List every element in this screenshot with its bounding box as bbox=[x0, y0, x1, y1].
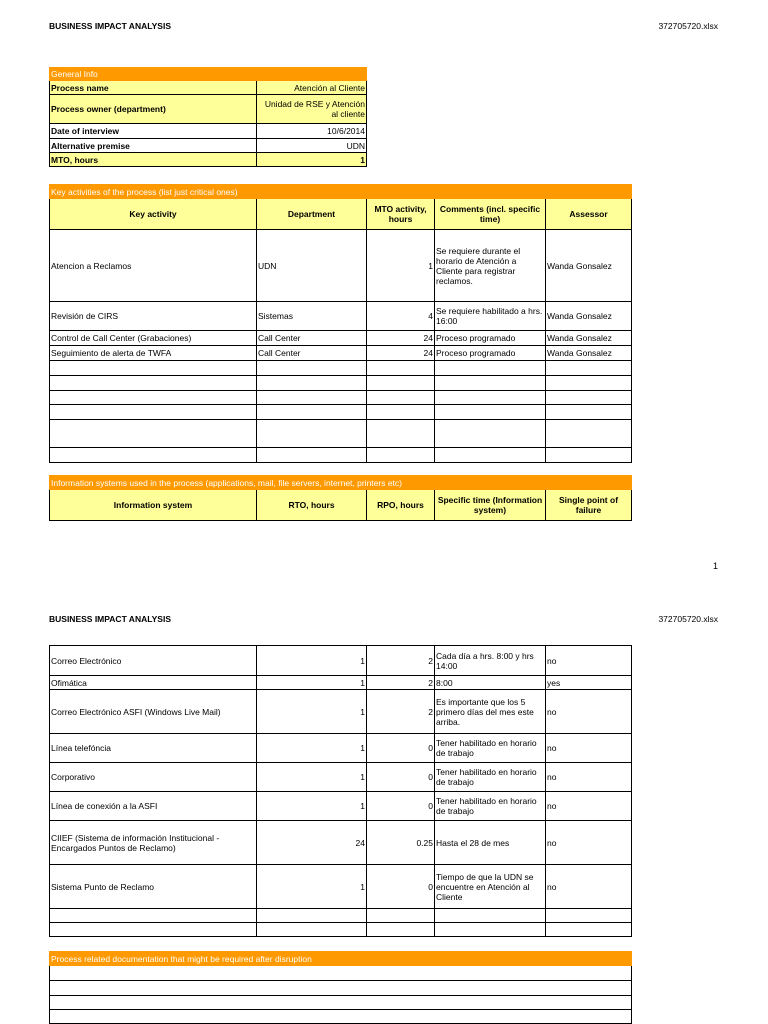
cell-rto[interactable]: 1 bbox=[257, 792, 367, 821]
empty-cell[interactable] bbox=[257, 361, 367, 376]
empty-cell[interactable] bbox=[367, 448, 435, 463]
cell-rto[interactable]: 1 bbox=[257, 734, 367, 763]
empty-cell[interactable] bbox=[546, 923, 632, 937]
table-row bbox=[50, 646, 632, 676]
general-info-header: General Info bbox=[50, 68, 367, 81]
cell-specific-time[interactable]: Tiempo de que la UDN se encuentre en Atención al Cliente bbox=[435, 865, 546, 909]
empty-cell[interactable] bbox=[257, 376, 367, 391]
empty-cell[interactable] bbox=[367, 923, 435, 937]
cell-department[interactable]: Call Center bbox=[257, 346, 367, 361]
col-key-activity: Key activity bbox=[50, 199, 257, 230]
label-process-owner: Process owner (department) bbox=[50, 95, 257, 124]
empty-row bbox=[50, 361, 632, 376]
empty-cell[interactable] bbox=[435, 909, 546, 923]
cell-system[interactable]: CIIEF (Sistema de información Institucional - Encargados Puntos de Reclamo) bbox=[50, 821, 257, 865]
cell-spof[interactable]: no bbox=[546, 734, 632, 763]
value-mto-hours[interactable]: 1 bbox=[257, 153, 367, 167]
cell-spof[interactable]: no bbox=[546, 646, 632, 676]
empty-row bbox=[50, 909, 632, 923]
cell-spof[interactable]: no bbox=[546, 821, 632, 865]
cell-department[interactable]: Call Center bbox=[257, 331, 367, 346]
value-process-name[interactable]: Atención al Cliente bbox=[257, 81, 367, 95]
table-row bbox=[50, 865, 632, 909]
cell-mto[interactable]: 1 bbox=[367, 230, 435, 302]
cell-assessor[interactable]: Wanda Gonsalez bbox=[546, 331, 632, 346]
empty-row bbox=[50, 448, 632, 463]
table-row bbox=[50, 331, 632, 346]
cell-specific-time[interactable]: Tener habilitado en horario de trabajo bbox=[435, 734, 546, 763]
empty-cell[interactable] bbox=[257, 923, 367, 937]
empty-cell[interactable] bbox=[435, 361, 546, 376]
cell-mto[interactable]: 24 bbox=[367, 331, 435, 346]
empty-cell[interactable] bbox=[435, 376, 546, 391]
cell-department[interactable]: Sistemas bbox=[257, 302, 367, 331]
cell-comments[interactable]: Proceso programado bbox=[435, 346, 546, 361]
cell-assessor[interactable]: Wanda Gonsalez bbox=[546, 230, 632, 302]
col-single-point-of-failure: Single point of failure bbox=[546, 490, 632, 521]
col-rto: RTO, hours bbox=[257, 490, 367, 521]
cell-rpo[interactable]: 0 bbox=[367, 865, 435, 909]
empty-cell[interactable] bbox=[435, 923, 546, 937]
cell-system[interactable]: Ofimática bbox=[50, 676, 257, 690]
cell-system[interactable]: Línea telefóncia bbox=[50, 734, 257, 763]
empty-row bbox=[50, 420, 632, 448]
empty-cell[interactable] bbox=[546, 909, 632, 923]
cell-rpo[interactable]: 2 bbox=[367, 646, 435, 676]
cell-activity[interactable]: Seguimiento de alerta de TWFA bbox=[50, 346, 257, 361]
info-systems-header: Information systems used in the process (applications, mail, file servers, internet, printers etc) bbox=[50, 476, 632, 490]
col-rpo: RPO, hours bbox=[367, 490, 435, 521]
empty-cell[interactable] bbox=[435, 420, 546, 448]
empty-cell[interactable] bbox=[367, 420, 435, 448]
info-systems-header-table bbox=[49, 475, 632, 521]
empty-cell[interactable] bbox=[50, 966, 632, 981]
empty-cell[interactable] bbox=[257, 448, 367, 463]
empty-row bbox=[50, 923, 632, 937]
empty-cell[interactable] bbox=[435, 448, 546, 463]
cell-specific-time[interactable]: Tener habilitado en horario de trabajo bbox=[435, 792, 546, 821]
cell-rto[interactable]: 1 bbox=[257, 763, 367, 792]
empty-cell[interactable] bbox=[257, 391, 367, 405]
label-alternative-premise: Alternative premise bbox=[50, 139, 257, 153]
cell-spof[interactable]: no bbox=[546, 763, 632, 792]
cell-rto[interactable]: 1 bbox=[257, 676, 367, 690]
table-row bbox=[50, 346, 632, 361]
cell-rpo[interactable]: 2 bbox=[367, 676, 435, 690]
cell-rto[interactable]: 1 bbox=[257, 690, 367, 734]
table-row bbox=[50, 676, 632, 690]
table-row bbox=[50, 763, 632, 792]
cell-system[interactable]: Sistema Punto de Reclamo bbox=[50, 865, 257, 909]
empty-row bbox=[50, 981, 632, 996]
cell-mto[interactable]: 24 bbox=[367, 346, 435, 361]
empty-cell[interactable] bbox=[546, 391, 632, 405]
cell-assessor[interactable]: Wanda Gonsalez bbox=[546, 346, 632, 361]
page-number: 1 bbox=[712, 561, 718, 571]
empty-cell[interactable] bbox=[367, 909, 435, 923]
cell-spof[interactable]: no bbox=[546, 865, 632, 909]
cell-activity[interactable]: Control de Call Center (Grabaciones) bbox=[50, 331, 257, 346]
cell-rpo[interactable]: 0.25 bbox=[367, 821, 435, 865]
col-comments: Comments (incl. specific time) bbox=[435, 199, 546, 230]
empty-cell[interactable] bbox=[367, 361, 435, 376]
empty-row bbox=[50, 376, 632, 391]
empty-cell[interactable] bbox=[546, 448, 632, 463]
empty-cell[interactable] bbox=[50, 448, 257, 463]
cell-rpo[interactable]: 0 bbox=[367, 734, 435, 763]
cell-specific-time[interactable]: Hasta el 28 de mes bbox=[435, 821, 546, 865]
col-information-system: Information system bbox=[50, 490, 257, 521]
cell-comments[interactable]: Se requiere durante el horario de Atención a Cliente para registrar reclamos. bbox=[435, 230, 546, 302]
table-row bbox=[50, 230, 632, 302]
empty-cell[interactable] bbox=[546, 376, 632, 391]
cell-specific-time[interactable]: Es importante que los 5 primero días del mes este arriba. bbox=[435, 690, 546, 734]
cell-mto[interactable]: 4 bbox=[367, 302, 435, 331]
cell-system[interactable]: Correo Electrónico ASFI (Windows Live Mail) bbox=[50, 690, 257, 734]
cell-rto[interactable]: 1 bbox=[257, 865, 367, 909]
filename-page-2: 372705720.xlsx bbox=[658, 614, 718, 624]
empty-cell[interactable] bbox=[546, 361, 632, 376]
cell-system[interactable]: Corporativo bbox=[50, 763, 257, 792]
documentation-header: Process related documentation that might be required after disruption bbox=[50, 952, 632, 966]
cell-rto[interactable]: 1 bbox=[257, 646, 367, 676]
cell-activity[interactable]: Atencion a Reclamos bbox=[50, 230, 257, 302]
empty-cell[interactable] bbox=[435, 405, 546, 420]
empty-cell[interactable] bbox=[50, 1010, 632, 1024]
empty-row bbox=[50, 405, 632, 420]
cell-rpo[interactable]: 0 bbox=[367, 792, 435, 821]
empty-cell[interactable] bbox=[50, 420, 257, 448]
cell-specific-time[interactable]: Tener habilitado en horario de trabajo bbox=[435, 763, 546, 792]
empty-row bbox=[50, 1010, 632, 1024]
value-process-owner[interactable]: Unidad de RSE y Atención al cliente bbox=[257, 95, 367, 124]
empty-cell[interactable] bbox=[367, 405, 435, 420]
cell-system[interactable]: Línea de conexión a la ASFI bbox=[50, 792, 257, 821]
cell-spof[interactable]: no bbox=[546, 792, 632, 821]
value-alternative-premise[interactable]: UDN bbox=[257, 139, 367, 153]
col-assessor: Assessor bbox=[546, 199, 632, 230]
cell-specific-time[interactable]: Cada día a hrs. 8:00 y hrs 14:00 bbox=[435, 646, 546, 676]
documentation-table bbox=[49, 951, 632, 1024]
table-row bbox=[50, 690, 632, 734]
cell-spof[interactable]: no bbox=[546, 690, 632, 734]
cell-comments[interactable]: Proceso programado bbox=[435, 331, 546, 346]
col-department: Department bbox=[257, 199, 367, 230]
empty-row bbox=[50, 966, 632, 981]
col-mto-activity: MTO activity, hours bbox=[367, 199, 435, 230]
empty-cell[interactable] bbox=[367, 391, 435, 405]
empty-cell[interactable] bbox=[50, 376, 257, 391]
filename: 372705720.xlsx bbox=[658, 21, 718, 31]
cell-rpo[interactable]: 0 bbox=[367, 763, 435, 792]
empty-row bbox=[50, 391, 632, 405]
cell-activity[interactable]: Revisión de CIRS bbox=[50, 302, 257, 331]
general-info-table bbox=[49, 67, 367, 167]
info-systems-table bbox=[49, 645, 632, 937]
empty-cell[interactable] bbox=[50, 923, 257, 937]
document-title-page-2: BUSINESS IMPACT ANALYSIS bbox=[49, 614, 172, 624]
empty-cell[interactable] bbox=[50, 405, 257, 420]
cell-specific-time[interactable]: 8:00 bbox=[435, 676, 546, 690]
cell-rto[interactable]: 24 bbox=[257, 821, 367, 865]
label-process-name: Process name bbox=[50, 81, 257, 95]
empty-cell[interactable] bbox=[257, 909, 367, 923]
empty-cell[interactable] bbox=[50, 996, 632, 1010]
empty-cell[interactable] bbox=[367, 376, 435, 391]
col-specific-time: Specific time (Information system) bbox=[435, 490, 546, 521]
empty-cell[interactable] bbox=[435, 391, 546, 405]
empty-cell[interactable] bbox=[546, 420, 632, 448]
value-date-of-interview[interactable]: 10/6/2014 bbox=[257, 124, 367, 139]
cell-rpo[interactable]: 2 bbox=[367, 690, 435, 734]
cell-system[interactable]: Correo Electrónico bbox=[50, 646, 257, 676]
cell-department[interactable]: UDN bbox=[257, 230, 367, 302]
key-activities-header: Key activities of the process (list just critical ones) bbox=[50, 185, 632, 199]
table-row bbox=[50, 792, 632, 821]
label-date-of-interview: Date of interview bbox=[50, 124, 257, 139]
key-activities-table bbox=[49, 184, 632, 463]
cell-assessor[interactable]: Wanda Gonsalez bbox=[546, 302, 632, 331]
empty-row bbox=[50, 996, 632, 1010]
empty-cell[interactable] bbox=[546, 405, 632, 420]
table-row bbox=[50, 734, 632, 763]
cell-spof[interactable]: yes bbox=[546, 676, 632, 690]
empty-cell[interactable] bbox=[50, 909, 257, 923]
table-row bbox=[50, 302, 632, 331]
empty-cell[interactable] bbox=[257, 405, 367, 420]
label-mto-hours: MTO, hours bbox=[50, 153, 257, 167]
table-row bbox=[50, 821, 632, 865]
empty-cell[interactable] bbox=[50, 361, 257, 376]
empty-cell[interactable] bbox=[257, 420, 367, 448]
cell-comments[interactable]: Se requiere habilitado a hrs. 16:00 bbox=[435, 302, 546, 331]
empty-cell[interactable] bbox=[50, 981, 632, 996]
document-title: BUSINESS IMPACT ANALYSIS bbox=[49, 21, 172, 31]
empty-cell[interactable] bbox=[50, 391, 257, 405]
